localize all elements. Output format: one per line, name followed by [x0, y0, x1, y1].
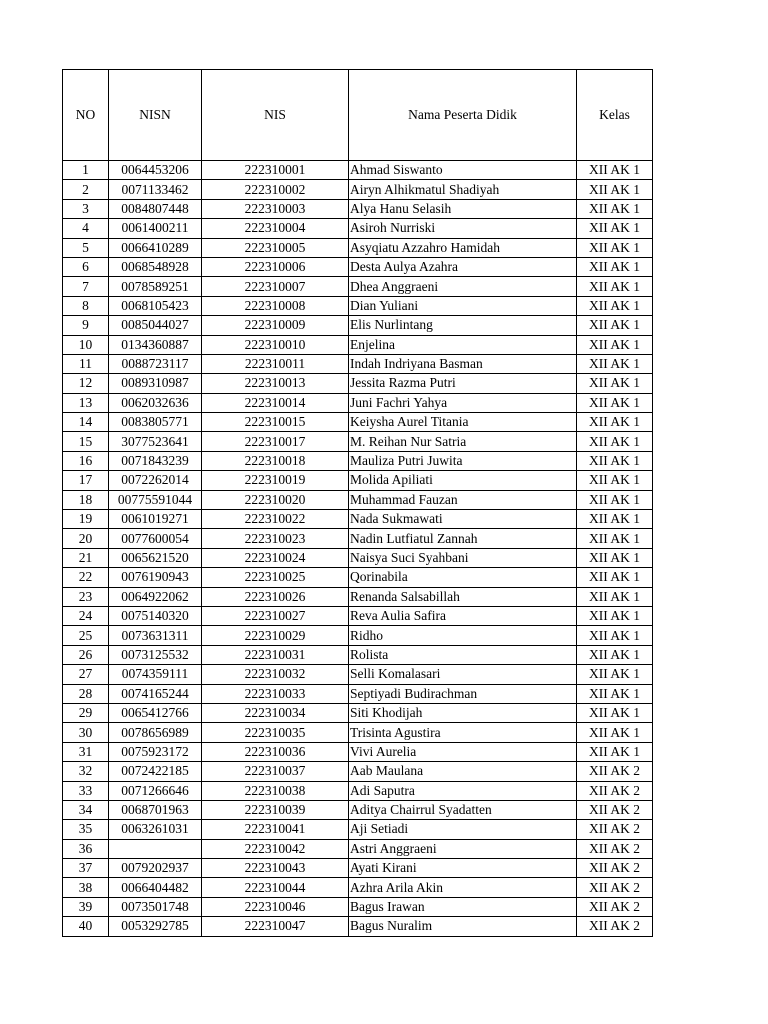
cell-nama: Bagus Nuralim: [349, 917, 577, 936]
table-row: [63, 820, 653, 839]
table-row: [63, 529, 653, 548]
cell-nis: 222310036: [202, 742, 349, 761]
cell-nis: 222310010: [202, 335, 349, 354]
cell-kelas: XII AK 1: [577, 451, 653, 470]
cell-kelas: XII AK 2: [577, 878, 653, 897]
cell-nis: 222310002: [202, 180, 349, 199]
cell-nis: 222310027: [202, 606, 349, 625]
cell-no: 33: [63, 781, 109, 800]
cell-nis: 222310047: [202, 917, 349, 936]
cell-nis: 222310043: [202, 859, 349, 878]
cell-nama: Juni Fachri Yahya: [349, 393, 577, 412]
cell-nisn: 0084807448: [109, 199, 202, 218]
cell-no: 4: [63, 219, 109, 238]
table-row: [63, 703, 653, 722]
cell-no: 40: [63, 917, 109, 936]
header-no: NO: [63, 70, 109, 161]
cell-nama: Bagus Irawan: [349, 897, 577, 916]
cell-no: 21: [63, 548, 109, 567]
cell-nisn: 0068701963: [109, 800, 202, 819]
cell-kelas: XII AK 1: [577, 568, 653, 587]
table-row: [63, 316, 653, 335]
cell-kelas: XII AK 1: [577, 432, 653, 451]
cell-nis: 222310011: [202, 354, 349, 373]
cell-no: 9: [63, 316, 109, 335]
cell-nisn: 0068548928: [109, 257, 202, 276]
cell-nis: 222310022: [202, 510, 349, 529]
cell-no: 1: [63, 161, 109, 180]
table-row: [63, 413, 653, 432]
cell-nis: 222310019: [202, 471, 349, 490]
table-row: [63, 839, 653, 858]
cell-nisn: 3077523641: [109, 432, 202, 451]
cell-nisn: 0066410289: [109, 238, 202, 257]
cell-kelas: XII AK 2: [577, 917, 653, 936]
cell-nis: 222310039: [202, 800, 349, 819]
cell-no: 22: [63, 568, 109, 587]
table-row: [63, 781, 653, 800]
cell-kelas: XII AK 1: [577, 665, 653, 684]
cell-nisn: 0071266646: [109, 781, 202, 800]
table-row: [63, 238, 653, 257]
cell-nisn: 0073501748: [109, 897, 202, 916]
cell-kelas: XII AK 1: [577, 161, 653, 180]
cell-nisn: [109, 839, 202, 858]
header-nama: Nama Peserta Didik: [349, 70, 577, 161]
cell-no: 10: [63, 335, 109, 354]
cell-nis: 222310033: [202, 684, 349, 703]
cell-kelas: XII AK 1: [577, 413, 653, 432]
cell-nis: 222310005: [202, 238, 349, 257]
cell-nama: Aji Setiadi: [349, 820, 577, 839]
table-row: [63, 393, 653, 412]
cell-kelas: XII AK 2: [577, 897, 653, 916]
cell-kelas: XII AK 1: [577, 645, 653, 664]
table-body: [63, 161, 653, 937]
cell-no: 24: [63, 606, 109, 625]
cell-no: 25: [63, 626, 109, 645]
cell-nisn: 0065412766: [109, 703, 202, 722]
cell-nisn: 0079202937: [109, 859, 202, 878]
table-row: [63, 432, 653, 451]
cell-kelas: XII AK 1: [577, 742, 653, 761]
table-row: [63, 451, 653, 470]
cell-nama: Indah Indriyana Basman: [349, 354, 577, 373]
cell-no: 38: [63, 878, 109, 897]
cell-kelas: XII AK 1: [577, 238, 653, 257]
cell-nisn: 0075923172: [109, 742, 202, 761]
cell-nama: Siti Khodijah: [349, 703, 577, 722]
cell-no: 36: [63, 839, 109, 858]
cell-nama: Airyn Alhikmatul Shadiyah: [349, 180, 577, 199]
cell-nama: M. Reihan Nur Satria: [349, 432, 577, 451]
cell-nama: Naisya Suci Syahbani: [349, 548, 577, 567]
cell-kelas: XII AK 1: [577, 490, 653, 509]
cell-nis: 222310037: [202, 762, 349, 781]
cell-nama: Aab Maulana: [349, 762, 577, 781]
cell-kelas: XII AK 1: [577, 180, 653, 199]
cell-no: 8: [63, 296, 109, 315]
cell-no: 28: [63, 684, 109, 703]
cell-nis: 222310013: [202, 374, 349, 393]
table-row: [63, 335, 653, 354]
cell-kelas: XII AK 1: [577, 723, 653, 742]
cell-nama: Nadin Lutfiatul Zannah: [349, 529, 577, 548]
cell-kelas: XII AK 1: [577, 316, 653, 335]
cell-nama: Adi Saputra: [349, 781, 577, 800]
cell-nama: Selli Komalasari: [349, 665, 577, 684]
cell-kelas: XII AK 2: [577, 859, 653, 878]
cell-nis: 222310023: [202, 529, 349, 548]
cell-kelas: XII AK 1: [577, 277, 653, 296]
cell-kelas: XII AK 1: [577, 257, 653, 276]
header-nis: NIS: [202, 70, 349, 161]
table-row: [63, 684, 653, 703]
cell-nisn: 0134360887: [109, 335, 202, 354]
table-row: [63, 665, 653, 684]
cell-nisn: 0078656989: [109, 723, 202, 742]
cell-nisn: 0053292785: [109, 917, 202, 936]
cell-nama: Astri Anggraeni: [349, 839, 577, 858]
cell-no: 27: [63, 665, 109, 684]
cell-nis: 222310031: [202, 645, 349, 664]
cell-nisn: 00775591044: [109, 490, 202, 509]
cell-kelas: XII AK 1: [577, 548, 653, 567]
cell-nisn: 0083805771: [109, 413, 202, 432]
cell-nisn: 0062032636: [109, 393, 202, 412]
table-row: [63, 897, 653, 916]
cell-kelas: XII AK 1: [577, 510, 653, 529]
cell-kelas: XII AK 2: [577, 820, 653, 839]
cell-nis: 222310041: [202, 820, 349, 839]
cell-nis: 222310035: [202, 723, 349, 742]
cell-nis: 222310020: [202, 490, 349, 509]
cell-kelas: XII AK 2: [577, 800, 653, 819]
cell-nama: Keiysha Aurel Titania: [349, 413, 577, 432]
cell-nama: Ahmad Siswanto: [349, 161, 577, 180]
cell-no: 6: [63, 257, 109, 276]
cell-nisn: 0078589251: [109, 277, 202, 296]
cell-nisn: 0074359111: [109, 665, 202, 684]
cell-no: 12: [63, 374, 109, 393]
cell-no: 29: [63, 703, 109, 722]
table-row: [63, 199, 653, 218]
cell-no: 18: [63, 490, 109, 509]
cell-nama: Qorinabila: [349, 568, 577, 587]
cell-nisn: 0068105423: [109, 296, 202, 315]
cell-no: 20: [63, 529, 109, 548]
table-row: [63, 917, 653, 936]
cell-nis: 222310046: [202, 897, 349, 916]
cell-nis: 222310014: [202, 393, 349, 412]
cell-nis: 222310015: [202, 413, 349, 432]
cell-kelas: XII AK 1: [577, 296, 653, 315]
cell-kelas: XII AK 1: [577, 393, 653, 412]
cell-nisn: 0085044027: [109, 316, 202, 335]
cell-nis: 222310003: [202, 199, 349, 218]
cell-nis: 222310004: [202, 219, 349, 238]
cell-nama: Dian Yuliani: [349, 296, 577, 315]
cell-nis: 222310032: [202, 665, 349, 684]
table-row: [63, 606, 653, 625]
cell-nisn: 0061019271: [109, 510, 202, 529]
cell-no: 5: [63, 238, 109, 257]
cell-nisn: 0071133462: [109, 180, 202, 199]
cell-no: 34: [63, 800, 109, 819]
cell-nis: 222310009: [202, 316, 349, 335]
cell-kelas: XII AK 1: [577, 354, 653, 373]
cell-kelas: XII AK 2: [577, 781, 653, 800]
table-row: [63, 800, 653, 819]
cell-nis: 222310001: [202, 161, 349, 180]
cell-nama: Azhra Arila Akin: [349, 878, 577, 897]
cell-kelas: XII AK 1: [577, 199, 653, 218]
table-row: [63, 878, 653, 897]
cell-kelas: XII AK 1: [577, 471, 653, 490]
cell-no: 2: [63, 180, 109, 199]
cell-kelas: XII AK 2: [577, 762, 653, 781]
cell-nama: Jessita Razma Putri: [349, 374, 577, 393]
table-row: [63, 471, 653, 490]
cell-no: 14: [63, 413, 109, 432]
cell-nama: Septiyadi Budirachman: [349, 684, 577, 703]
cell-nis: 222310034: [202, 703, 349, 722]
cell-kelas: XII AK 1: [577, 626, 653, 645]
cell-nama: Elis Nurlintang: [349, 316, 577, 335]
cell-nis: 222310025: [202, 568, 349, 587]
table-row: [63, 161, 653, 180]
cell-nisn: 0074165244: [109, 684, 202, 703]
cell-nisn: 0073125532: [109, 645, 202, 664]
cell-nisn: 0071843239: [109, 451, 202, 470]
cell-kelas: XII AK 1: [577, 606, 653, 625]
cell-nisn: 0072262014: [109, 471, 202, 490]
cell-nama: Trisinta Agustira: [349, 723, 577, 742]
cell-nis: 222310017: [202, 432, 349, 451]
cell-nis: 222310008: [202, 296, 349, 315]
cell-nisn: 0065621520: [109, 548, 202, 567]
cell-nama: Molida Apiliati: [349, 471, 577, 490]
student-table: [62, 69, 653, 937]
header-nisn: NISN: [109, 70, 202, 161]
cell-no: 15: [63, 432, 109, 451]
cell-nis: 222310006: [202, 257, 349, 276]
cell-nisn: 0064453206: [109, 161, 202, 180]
cell-nama: Asiroh Nurriski: [349, 219, 577, 238]
table-row: [63, 626, 653, 645]
cell-nis: 222310042: [202, 839, 349, 858]
cell-nisn: 0075140320: [109, 606, 202, 625]
cell-nama: Vivi Aurelia: [349, 742, 577, 761]
cell-nama: Mauliza Putri Juwita: [349, 451, 577, 470]
cell-kelas: XII AK 1: [577, 219, 653, 238]
table-row: [63, 374, 653, 393]
student-table-container: [62, 69, 653, 937]
cell-nisn: 0089310987: [109, 374, 202, 393]
table-row: [63, 587, 653, 606]
table-row: [63, 219, 653, 238]
cell-nama: Rolista: [349, 645, 577, 664]
table-row: [63, 548, 653, 567]
cell-no: 11: [63, 354, 109, 373]
table-row: [63, 762, 653, 781]
table-row: [63, 723, 653, 742]
cell-kelas: XII AK 1: [577, 703, 653, 722]
cell-nis: 222310038: [202, 781, 349, 800]
cell-kelas: XII AK 2: [577, 839, 653, 858]
cell-nama: Dhea Anggraeni: [349, 277, 577, 296]
cell-nama: Nada Sukmawati: [349, 510, 577, 529]
table-row: [63, 742, 653, 761]
cell-kelas: XII AK 1: [577, 335, 653, 354]
table-row: [63, 490, 653, 509]
cell-nisn: 0063261031: [109, 820, 202, 839]
table-header-row: [63, 70, 653, 161]
table-row: [63, 568, 653, 587]
cell-kelas: XII AK 1: [577, 529, 653, 548]
cell-no: 39: [63, 897, 109, 916]
cell-no: 30: [63, 723, 109, 742]
cell-no: 26: [63, 645, 109, 664]
cell-kelas: XII AK 1: [577, 587, 653, 606]
cell-no: 37: [63, 859, 109, 878]
table-row: [63, 277, 653, 296]
cell-nama: Asyqiatu Azzahro Hamidah: [349, 238, 577, 257]
cell-no: 17: [63, 471, 109, 490]
cell-no: 16: [63, 451, 109, 470]
cell-nisn: 0076190943: [109, 568, 202, 587]
table-row: [63, 257, 653, 276]
cell-nama: Muhammad Fauzan: [349, 490, 577, 509]
cell-nisn: 0061400211: [109, 219, 202, 238]
cell-nama: Ridho: [349, 626, 577, 645]
cell-no: 19: [63, 510, 109, 529]
cell-no: 35: [63, 820, 109, 839]
cell-no: 7: [63, 277, 109, 296]
table-row: [63, 296, 653, 315]
cell-nama: Alya Hanu Selasih: [349, 199, 577, 218]
cell-nisn: 0066404482: [109, 878, 202, 897]
cell-no: 23: [63, 587, 109, 606]
cell-nama: Ayati Kirani: [349, 859, 577, 878]
cell-nis: 222310044: [202, 878, 349, 897]
cell-nisn: 0077600054: [109, 529, 202, 548]
cell-nama: Reva Aulia Safira: [349, 606, 577, 625]
table-row: [63, 859, 653, 878]
table-row: [63, 180, 653, 199]
cell-nisn: 0073631311: [109, 626, 202, 645]
cell-no: 32: [63, 762, 109, 781]
cell-nis: 222310024: [202, 548, 349, 567]
cell-nama: Desta Aulya Azahra: [349, 257, 577, 276]
cell-no: 13: [63, 393, 109, 412]
cell-kelas: XII AK 1: [577, 684, 653, 703]
cell-nama: Renanda Salsabillah: [349, 587, 577, 606]
cell-nis: 222310007: [202, 277, 349, 296]
cell-nisn: 0064922062: [109, 587, 202, 606]
cell-nisn: 0072422185: [109, 762, 202, 781]
cell-nis: 222310029: [202, 626, 349, 645]
cell-kelas: XII AK 1: [577, 374, 653, 393]
cell-nama: Aditya Chairrul Syadatten: [349, 800, 577, 819]
header-kelas: Kelas: [577, 70, 653, 161]
cell-no: 31: [63, 742, 109, 761]
cell-nis: 222310026: [202, 587, 349, 606]
cell-nama: Enjelina: [349, 335, 577, 354]
table-row: [63, 510, 653, 529]
table-row: [63, 354, 653, 373]
cell-nisn: 0088723117: [109, 354, 202, 373]
cell-nis: 222310018: [202, 451, 349, 470]
table-row: [63, 645, 653, 664]
cell-no: 3: [63, 199, 109, 218]
